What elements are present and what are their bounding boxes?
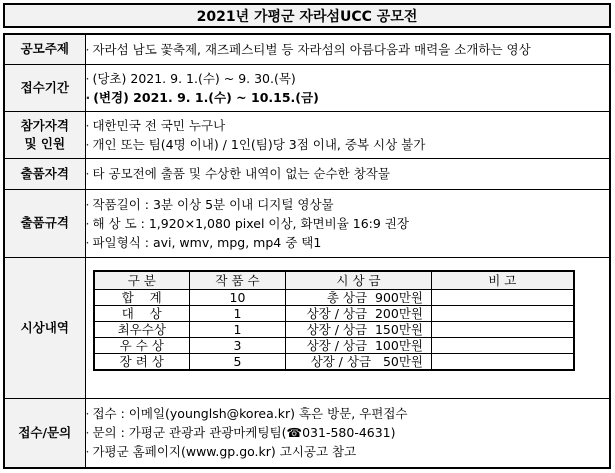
contact-line-homepage: · 가평군 홈페이지(www.gp.go.kr) 고시공고 참고: [86, 442, 610, 461]
contest-info-table: [3, 33, 611, 469]
theme-line: · 자라섬 남도 꽃축제, 재즈페스티벌 등 자라섬의 아름다움과 매력을 소개하는 영상: [86, 40, 610, 59]
period-changed: · (변경) 2021. 9. 1.(수) ~ 10.15.(금): [86, 88, 610, 107]
awards-row-total: [94, 289, 574, 305]
qualification-line: · 타 공모전에 출품 및 수상한 내역이 없는 순수한 창작물: [86, 164, 610, 183]
award-note: [432, 353, 574, 370]
award-prize: 상장 / 상금 200만원: [286, 305, 432, 321]
award-prize: 상장 / 상금 150만원: [286, 321, 432, 337]
award-count: 3: [190, 337, 286, 353]
awards-table: [93, 270, 575, 371]
contact-line-inquiry: · 문의 : 가평군 관광과 관광마케팅팀(☎031-580-4631): [86, 423, 610, 442]
label-eligibility-line2: 및 인원: [24, 135, 66, 151]
content-theme: [85, 34, 610, 64]
row-theme: [4, 34, 610, 64]
spec-line-resolution: · 해 상 도 : 1,920×1,080 pixel 이상, 화면비율 16:9 권장: [86, 214, 610, 233]
content-qualification: [85, 158, 610, 189]
eligibility-line-1: · 대한민국 전 국민 누구나: [86, 116, 610, 135]
award-count: 10: [190, 289, 286, 305]
row-spec: [4, 189, 610, 257]
award-prize: 상장 / 상금 50만원: [286, 353, 432, 370]
label-theme: 공모주제: [4, 34, 85, 64]
spec-line-format: · 파일형식 : avi, wmv, mpg, mp4 중 택1: [86, 233, 610, 252]
contact-line-submit: · 접수 : 이메일(younglsh@korea.kr) 혹은 방문, 우편접수: [86, 404, 610, 423]
awards-header-prize: 시 상 금: [286, 271, 432, 290]
content-awards: [85, 257, 610, 398]
awards-row-encouragement: [94, 353, 574, 370]
awards-header-note: 비 고: [432, 271, 574, 290]
label-spec: 출품규격: [4, 189, 85, 257]
row-awards: [4, 257, 610, 398]
label-eligibility: [4, 111, 85, 158]
award-count: 1: [190, 321, 286, 337]
award-category: 최우수상: [94, 321, 190, 337]
award-prize: 총 상금 900만원: [286, 289, 432, 305]
awards-row-grand: [94, 305, 574, 321]
row-contact: [4, 398, 610, 468]
awards-header-row: [94, 271, 574, 290]
label-contact: 접수/문의: [4, 398, 85, 468]
award-category: 장 려 상: [94, 353, 190, 370]
award-count: 1: [190, 305, 286, 321]
row-qualification: [4, 158, 610, 189]
award-note: [432, 337, 574, 353]
award-count: 5: [190, 353, 286, 370]
content-period: [85, 64, 610, 111]
awards-header-count: 작 품 수: [190, 271, 286, 290]
document-title: 2021년 가평군 자라섬UCC 공모전: [3, 3, 611, 28]
row-period: [4, 64, 610, 111]
label-eligibility-line1: 참가자격: [20, 117, 69, 133]
content-spec: [85, 189, 610, 257]
awards-row-excellence: [94, 321, 574, 337]
row-eligibility: [4, 111, 610, 158]
award-category: 우 수 상: [94, 337, 190, 353]
label-period: 접수기간: [4, 64, 85, 111]
content-contact: [85, 398, 610, 468]
award-category: 합 계: [94, 289, 190, 305]
award-note: [432, 289, 574, 305]
period-original: · (당초) 2021. 9. 1.(수) ~ 9. 30.(목): [86, 69, 610, 88]
award-note: [432, 305, 574, 321]
awards-header-category: 구 분: [94, 271, 190, 290]
award-prize: 상장 / 상금 100만원: [286, 337, 432, 353]
content-eligibility: [85, 111, 610, 158]
awards-row-merit: [94, 337, 574, 353]
label-awards: 시상내역: [4, 257, 85, 398]
spec-line-length: · 작품길이 : 3분 이상 5분 이내 디지털 영상물: [86, 195, 610, 214]
award-category: 대 상: [94, 305, 190, 321]
award-note: [432, 321, 574, 337]
label-qualification: 출품자격: [4, 158, 85, 189]
eligibility-line-2: · 개인 또는 팀(4명 이내) / 1인(팀)당 3점 이내, 중복 시상 불가: [86, 135, 610, 154]
